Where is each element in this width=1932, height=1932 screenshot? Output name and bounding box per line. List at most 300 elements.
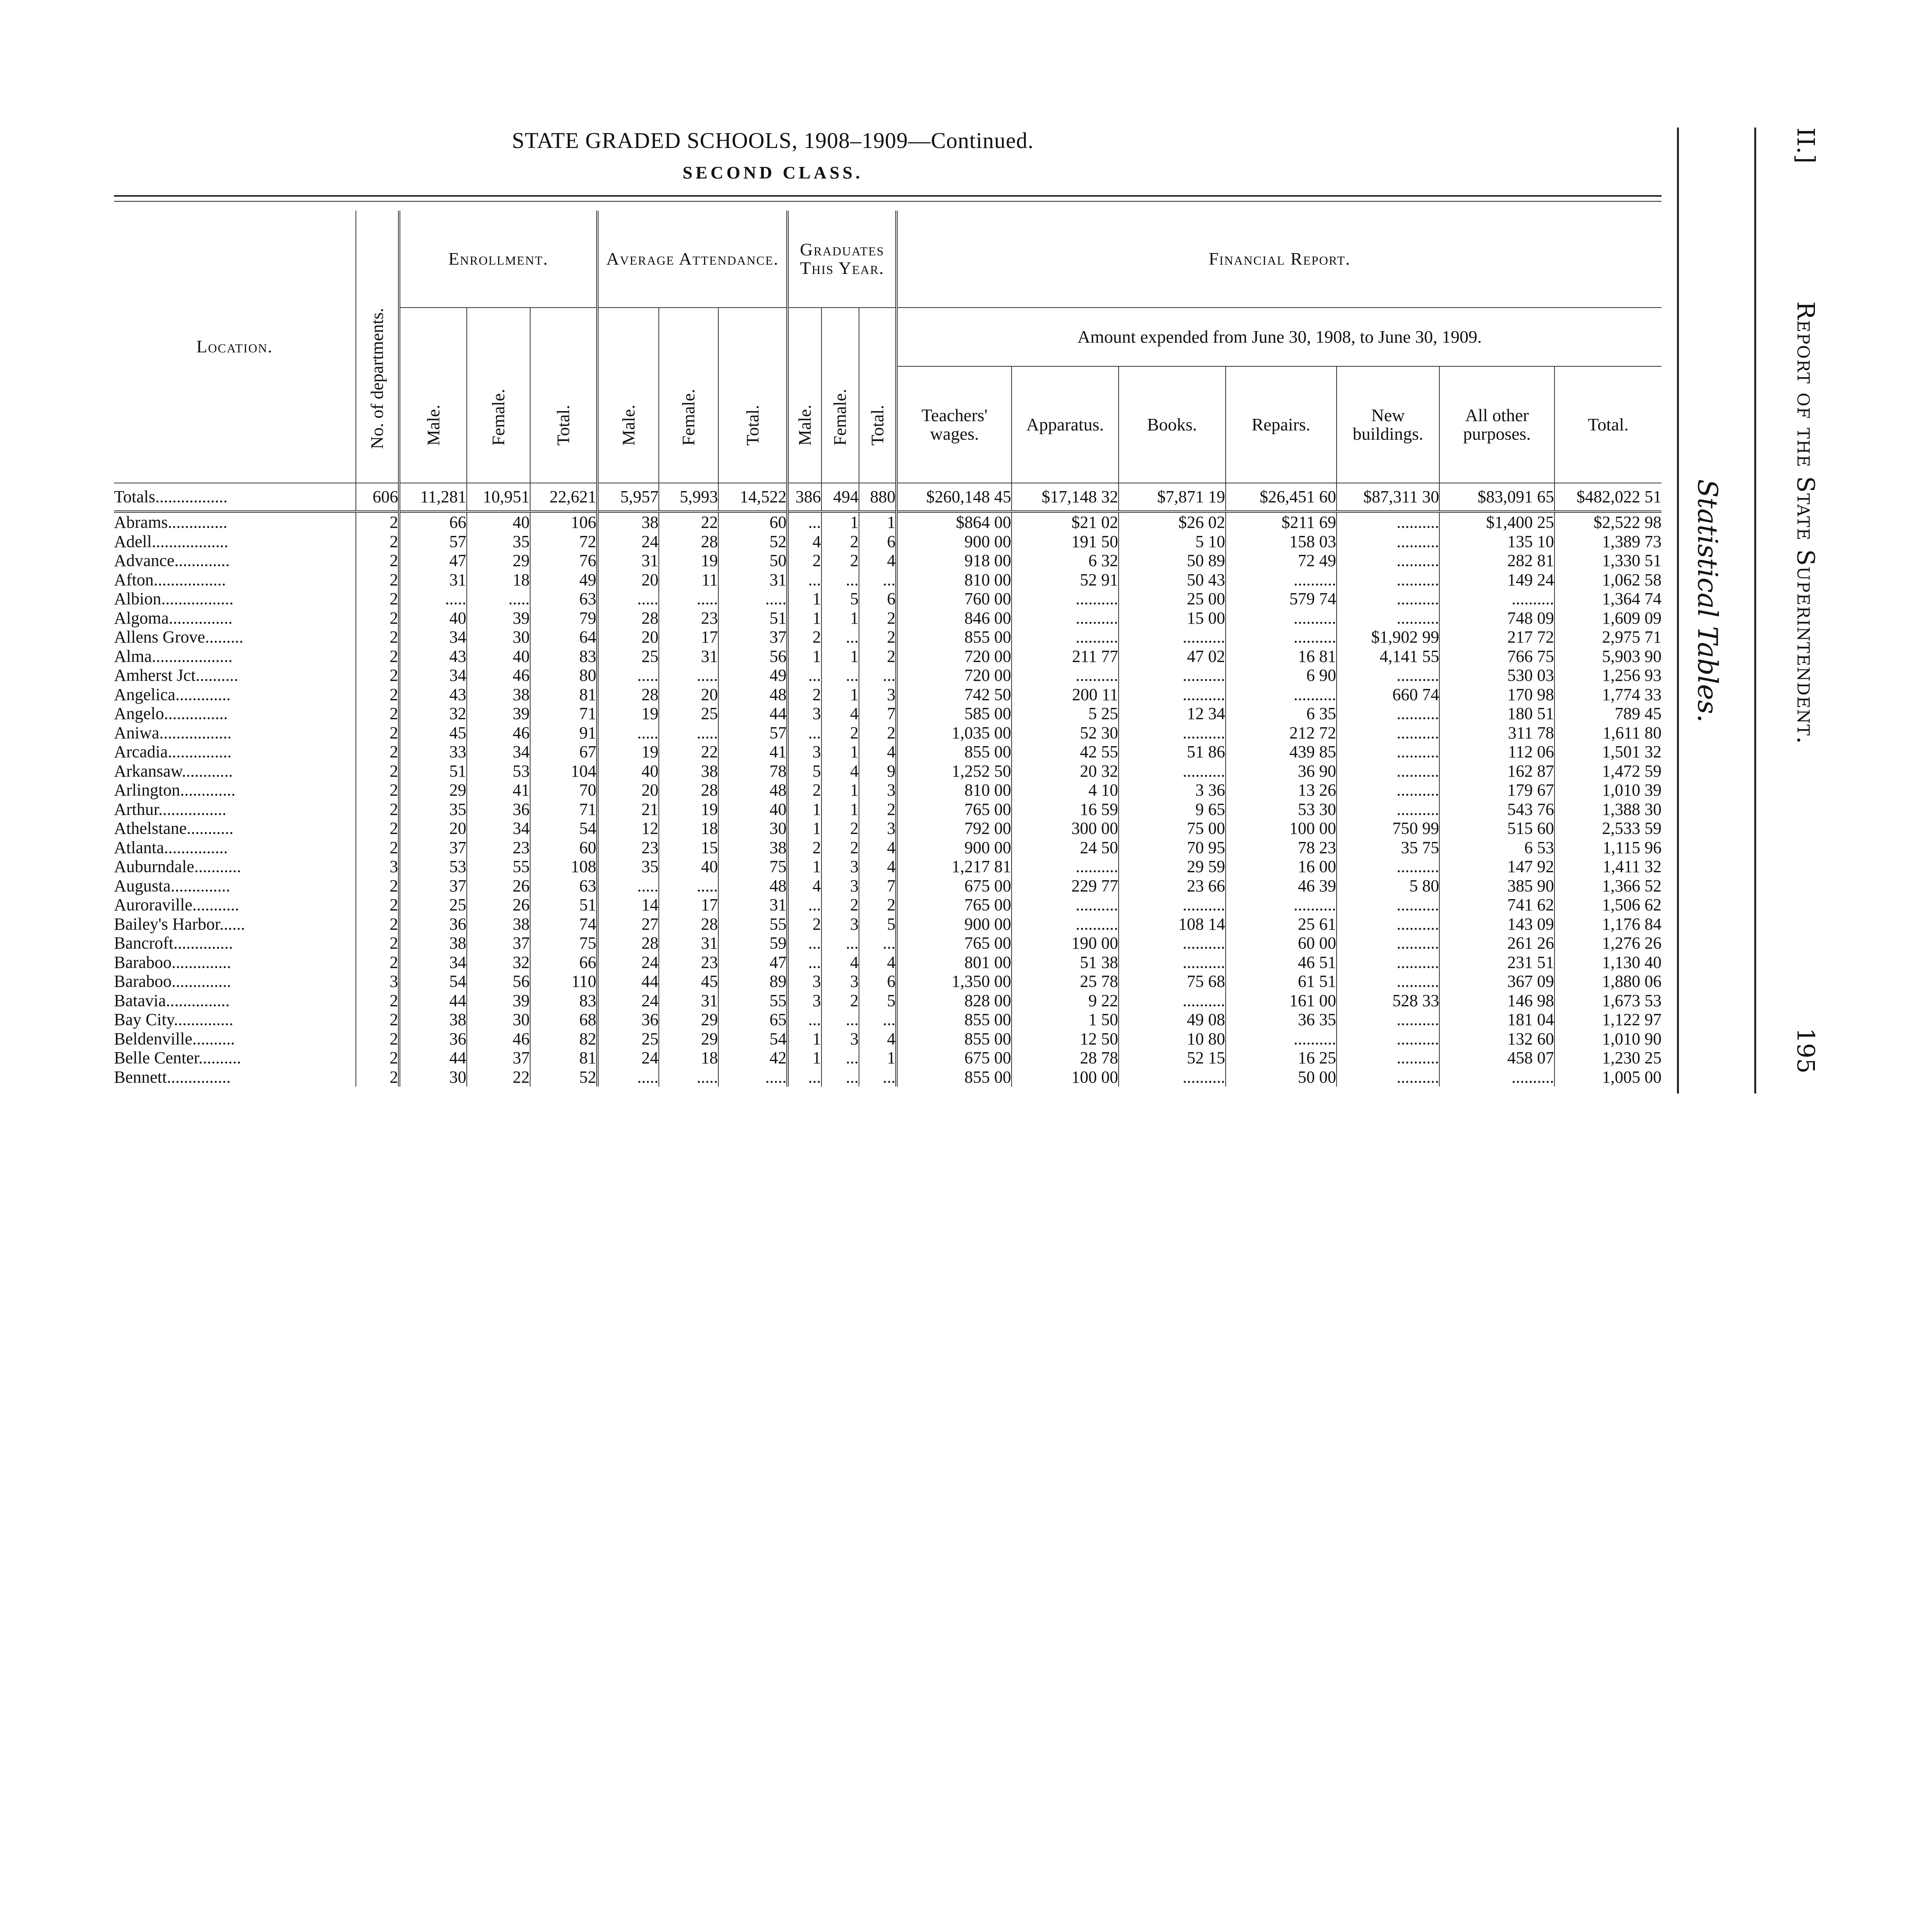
- all-other-cell: ..........: [1439, 1068, 1554, 1087]
- departments-cell: 2: [356, 704, 400, 723]
- all-other-cell: 112 06: [1439, 742, 1554, 762]
- apparatus-cell: 52 91: [1012, 570, 1119, 590]
- departments-cell: 2: [356, 512, 400, 532]
- att-male-cell: 27: [597, 915, 659, 934]
- grad-male-cell: 5: [787, 762, 821, 781]
- grad-female-cell: 1: [821, 647, 859, 666]
- grad-male-cell: 2: [787, 628, 821, 647]
- fin-total-cell: 1,880 06: [1554, 972, 1662, 991]
- enroll-male-cell: 43: [399, 685, 466, 704]
- table-row: [114, 953, 1662, 972]
- books-cell: ..........: [1119, 1068, 1226, 1087]
- departments-cell: 2: [356, 934, 400, 953]
- fin-total-cell: 5,903 90: [1554, 647, 1662, 666]
- repairs-cell: ..........: [1226, 1029, 1337, 1049]
- new-buildings-cell: ..........: [1337, 1010, 1440, 1029]
- new-buildings-cell: ..........: [1337, 1048, 1440, 1068]
- grad-female-cell: 3: [821, 1029, 859, 1049]
- att-total-label: Total.: [742, 405, 762, 446]
- grad-female-cell: 1: [821, 685, 859, 704]
- att-total-cell: 31: [718, 895, 787, 915]
- att-female-cell: 31: [659, 647, 718, 666]
- all-other-cell: 385 90: [1439, 876, 1554, 896]
- repairs-cell: 161 00: [1226, 991, 1337, 1010]
- apparatus-cell: ..........: [1012, 915, 1119, 934]
- repairs-cell: 16 25: [1226, 1048, 1337, 1068]
- att-total-cell: 59: [718, 934, 787, 953]
- repairs-header: Repairs.: [1226, 366, 1337, 483]
- chapter-mark: II.]: [1792, 128, 1820, 163]
- schools-table: [114, 211, 1662, 1087]
- table-row: [114, 876, 1662, 896]
- enroll-male-cell: 44: [399, 991, 466, 1010]
- table-row: [114, 532, 1662, 551]
- teachers-wages-cell: 810 00: [896, 570, 1011, 590]
- all-other-cell: 231 51: [1439, 953, 1554, 972]
- grad-male-cell: 2: [787, 685, 821, 704]
- teachers-wages-cell: 801 00: [896, 953, 1011, 972]
- att-female-cell: 5,993: [659, 483, 718, 512]
- new-buildings-cell: ..........: [1337, 532, 1440, 551]
- att-female-cell: 19: [659, 551, 718, 570]
- teachers-wages-cell: 900 00: [896, 532, 1011, 551]
- grad-total-cell: 880: [859, 483, 896, 512]
- att-male-cell: 20: [597, 570, 659, 590]
- att-female-cell: 40: [659, 857, 718, 876]
- enroll-male-cell: 38: [399, 1010, 466, 1029]
- att-male-cell: 25: [597, 647, 659, 666]
- apparatus-cell: 25 78: [1012, 972, 1119, 991]
- grad-female-cell: 1: [821, 512, 859, 532]
- location-cell: Beldenville..........: [114, 1029, 235, 1048]
- apparatus-cell: 9 22: [1012, 991, 1119, 1010]
- fin-total-cell: 1,611 80: [1554, 723, 1662, 743]
- enroll-male-cell: 57: [399, 532, 466, 551]
- repairs-cell: 25 61: [1226, 915, 1337, 934]
- all-other-cell: 543 76: [1439, 800, 1554, 819]
- teachers-wages-cell: 792 00: [896, 819, 1011, 838]
- grad-total-cell: 4: [859, 551, 896, 570]
- att-female-cell: 23: [659, 953, 718, 972]
- att-male-cell: .....: [597, 666, 659, 685]
- grad-total-cell: 4: [859, 838, 896, 857]
- all-other-cell: 217 72: [1439, 628, 1554, 647]
- teachers-wages-cell: 918 00: [896, 551, 1011, 570]
- apparatus-cell: 20 32: [1012, 762, 1119, 781]
- apparatus-cell: ..........: [1012, 895, 1119, 915]
- att-total-cell: 30: [718, 819, 787, 838]
- grad-male-cell: ...: [787, 723, 821, 743]
- enroll-total-cell: 64: [530, 628, 597, 647]
- grad-total-label: Total.: [867, 405, 887, 446]
- enroll-male-cell: 47: [399, 551, 466, 570]
- books-cell: $7,871 19: [1119, 483, 1226, 512]
- att-total-cell: 47: [718, 953, 787, 972]
- enroll-total-cell: 63: [530, 876, 597, 896]
- apparatus-header: Apparatus.: [1012, 366, 1119, 483]
- books-cell: ..........: [1119, 723, 1226, 743]
- att-female-cell: .....: [659, 723, 718, 743]
- enroll-female-cell: 10,951: [467, 483, 530, 512]
- departments-cell: 2: [356, 1048, 400, 1068]
- enroll-female-cell: 41: [467, 781, 530, 800]
- grad-female-cell: ...: [821, 1010, 859, 1029]
- location-cell: Augusta..............: [114, 876, 230, 895]
- enroll-female-cell: .....: [467, 589, 530, 609]
- grad-female-header: [821, 308, 859, 483]
- att-female-cell: 23: [659, 609, 718, 628]
- books-cell: ..........: [1119, 685, 1226, 704]
- fin-total-cell: $482,022 51: [1554, 483, 1662, 512]
- enroll-total-cell: 71: [530, 800, 597, 819]
- books-cell: 49 08: [1119, 1010, 1226, 1029]
- fin-total-cell: 1,062 58: [1554, 570, 1662, 590]
- enroll-male-cell: 43: [399, 647, 466, 666]
- att-female-cell: 18: [659, 819, 718, 838]
- location-cell: Auroraville...........: [114, 895, 239, 914]
- grad-female-cell: ...: [821, 666, 859, 685]
- repairs-cell: 46 51: [1226, 953, 1337, 972]
- books-cell: ..........: [1119, 666, 1226, 685]
- books-cell: 9 65: [1119, 800, 1226, 819]
- page-number-box: [1793, 1028, 1824, 1932]
- enroll-total-cell: 54: [530, 819, 597, 838]
- all-other-cell: 748 09: [1439, 609, 1554, 628]
- att-total-cell: 52: [718, 532, 787, 551]
- enroll-female-cell: 35: [467, 532, 530, 551]
- table-row: [114, 609, 1662, 628]
- grad-male-header: [787, 308, 821, 483]
- grad-female-cell: 494: [821, 483, 859, 512]
- att-total-cell: 60: [718, 512, 787, 532]
- new-buildings-cell: $1,902 99: [1337, 628, 1440, 647]
- new-buildings-cell: ..........: [1337, 857, 1440, 876]
- enroll-female-cell: 40: [467, 647, 530, 666]
- apparatus-cell: $21 02: [1012, 512, 1119, 532]
- enroll-female-cell: 26: [467, 876, 530, 896]
- grad-male-cell: 3: [787, 972, 821, 991]
- att-total-cell: 54: [718, 1029, 787, 1049]
- new-buildings-cell: 35 75: [1337, 838, 1440, 857]
- grad-total-cell: 1: [859, 512, 896, 532]
- att-male-cell: 24: [597, 953, 659, 972]
- att-male-cell: 20: [597, 781, 659, 800]
- table-row: [114, 1029, 1662, 1049]
- att-total-cell: 48: [718, 876, 787, 896]
- all-other-cell: 143 09: [1439, 915, 1554, 934]
- books-cell: ..........: [1119, 953, 1226, 972]
- apparatus-cell: ..........: [1012, 628, 1119, 647]
- att-total-cell: 38: [718, 838, 787, 857]
- fin-total-cell: 1,472 59: [1554, 762, 1662, 781]
- table-row: [114, 915, 1662, 934]
- enroll-total-cell: 108: [530, 857, 597, 876]
- location-cell: Alma...................: [114, 646, 233, 666]
- grad-total-cell: 4: [859, 742, 896, 762]
- grad-female-cell: 4: [821, 704, 859, 723]
- new-buildings-cell: ..........: [1337, 781, 1440, 800]
- departments-header-label: No. of departments.: [367, 308, 387, 449]
- table-row: [114, 685, 1662, 704]
- all-other-cell: 530 03: [1439, 666, 1554, 685]
- new-buildings-cell: 4,141 55: [1337, 647, 1440, 666]
- att-female-cell: 20: [659, 685, 718, 704]
- departments-cell: 2: [356, 1068, 400, 1087]
- apparatus-cell: 6 32: [1012, 551, 1119, 570]
- att-total-cell: 57: [718, 723, 787, 743]
- teachers-wages-cell: 765 00: [896, 895, 1011, 915]
- new-buildings-cell: ..........: [1337, 1068, 1440, 1087]
- table-row: [114, 570, 1662, 590]
- books-cell: 3 36: [1119, 781, 1226, 800]
- location-cell: Abrams..............: [114, 513, 228, 532]
- att-total-header: [718, 308, 787, 483]
- grad-female-cell: 4: [821, 953, 859, 972]
- att-total-cell: 42: [718, 1048, 787, 1068]
- repairs-cell: 53 30: [1226, 800, 1337, 819]
- location-cell: Albion.................: [114, 589, 234, 608]
- location-cell: Bay City..............: [114, 1010, 233, 1029]
- grad-male-cell: 3: [787, 991, 821, 1010]
- all-other-cell: 766 75: [1439, 647, 1554, 666]
- books-cell: ..........: [1119, 895, 1226, 915]
- att-total-cell: 65: [718, 1010, 787, 1029]
- grad-male-cell: 1: [787, 800, 821, 819]
- grad-male-cell: ...: [787, 895, 821, 915]
- enroll-male-cell: 37: [399, 876, 466, 896]
- books-header: Books.: [1119, 366, 1226, 483]
- grad-female-cell: 3: [821, 972, 859, 991]
- grad-female-cell: 1: [821, 609, 859, 628]
- enroll-total-cell: 52: [530, 1068, 597, 1087]
- grad-total-cell: ...: [859, 934, 896, 953]
- table-row: [114, 647, 1662, 666]
- location-cell: Batavia...............: [114, 991, 230, 1010]
- att-female-cell: 17: [659, 895, 718, 915]
- att-female-cell: 38: [659, 762, 718, 781]
- grad-female-cell: 2: [821, 819, 859, 838]
- teachers-wages-cell: $864 00: [896, 512, 1011, 532]
- fin-total-cell: 1,411 32: [1554, 857, 1662, 876]
- new-buildings-cell: ..........: [1337, 570, 1440, 590]
- att-male-cell: 44: [597, 972, 659, 991]
- departments-cell: 2: [356, 609, 400, 628]
- right-divider-1: [1677, 128, 1679, 1094]
- grad-female-cell: 1: [821, 742, 859, 762]
- financial-report-header: Financial Report.: [896, 211, 1662, 308]
- grad-male-cell: ...: [787, 512, 821, 532]
- enroll-total-cell: 79: [530, 609, 597, 628]
- location-cell: Baraboo..............: [114, 972, 231, 991]
- books-cell: 5 10: [1119, 532, 1226, 551]
- enroll-female-cell: 39: [467, 991, 530, 1010]
- new-buildings-cell: 528 33: [1337, 991, 1440, 1010]
- att-female-cell: 22: [659, 742, 718, 762]
- grad-female-cell: 2: [821, 838, 859, 857]
- departments-cell: 2: [356, 723, 400, 743]
- enroll-female-cell: 55: [467, 857, 530, 876]
- grad-total-cell: ...: [859, 570, 896, 590]
- att-female-cell: 15: [659, 838, 718, 857]
- grad-male-cell: ...: [787, 934, 821, 953]
- grad-female-cell: ...: [821, 1068, 859, 1087]
- att-male-cell: 21: [597, 800, 659, 819]
- departments-cell: 2: [356, 628, 400, 647]
- enroll-male-cell: 38: [399, 934, 466, 953]
- fin-total-cell: 1,673 53: [1554, 991, 1662, 1010]
- repairs-cell: 6 35: [1226, 704, 1337, 723]
- new-buildings-cell: $87,311 30: [1337, 483, 1440, 512]
- enroll-male-label: Male.: [423, 404, 443, 446]
- att-total-cell: 48: [718, 685, 787, 704]
- departments-cell: 2: [356, 551, 400, 570]
- apparatus-cell: ..........: [1012, 609, 1119, 628]
- grad-male-cell: ...: [787, 570, 821, 590]
- enroll-male-cell: 25: [399, 895, 466, 915]
- att-female-cell: 28: [659, 532, 718, 551]
- location-cell: Bailey's Harbor......: [114, 914, 245, 934]
- departments-cell: 2: [356, 742, 400, 762]
- enroll-female-cell: 30: [467, 1010, 530, 1029]
- att-total-cell: 50: [718, 551, 787, 570]
- grad-male-cell: ...: [787, 666, 821, 685]
- grad-female-cell: 3: [821, 915, 859, 934]
- grad-female-cell: ...: [821, 570, 859, 590]
- att-total-cell: 31: [718, 570, 787, 590]
- page-number: 195: [1792, 1028, 1820, 1074]
- grad-female-cell: 2: [821, 991, 859, 1010]
- table-row: [114, 819, 1662, 838]
- att-male-cell: 28: [597, 609, 659, 628]
- books-cell: ..........: [1119, 628, 1226, 647]
- repairs-cell: 78 23: [1226, 838, 1337, 857]
- departments-cell: 2: [356, 532, 400, 551]
- enroll-total-cell: 67: [530, 742, 597, 762]
- books-cell: $26 02: [1119, 512, 1226, 532]
- grad-total-cell: 2: [859, 647, 896, 666]
- location-cell: Algoma...............: [114, 608, 233, 628]
- enroll-male-cell: 29: [399, 781, 466, 800]
- enroll-male-cell: 34: [399, 628, 466, 647]
- grad-male-cell: 2: [787, 551, 821, 570]
- departments-cell: 2: [356, 915, 400, 934]
- att-male-cell: .....: [597, 876, 659, 896]
- top-rule-2: [114, 201, 1662, 202]
- apparatus-cell: 51 38: [1012, 953, 1119, 972]
- grad-male-cell: 2: [787, 915, 821, 934]
- repairs-cell: ..........: [1226, 895, 1337, 915]
- table-row: [114, 934, 1662, 953]
- table-row: [114, 1010, 1662, 1029]
- departments-cell: 2: [356, 666, 400, 685]
- att-male-cell: 38: [597, 512, 659, 532]
- books-cell: 12 34: [1119, 704, 1226, 723]
- enroll-male-cell: 53: [399, 857, 466, 876]
- grad-total-cell: 2: [859, 800, 896, 819]
- all-other-cell: 135 10: [1439, 532, 1554, 551]
- enroll-male-cell: 11,281: [399, 483, 466, 512]
- att-total-cell: 75: [718, 857, 787, 876]
- grad-male-cell: 2: [787, 838, 821, 857]
- apparatus-cell: 190 00: [1012, 934, 1119, 953]
- grad-male-cell: 1: [787, 609, 821, 628]
- repairs-cell: 50 00: [1226, 1068, 1337, 1087]
- grad-male-cell: 3: [787, 742, 821, 762]
- location-cell: Totals.................: [114, 487, 228, 506]
- repairs-cell: ..........: [1226, 609, 1337, 628]
- enroll-total-cell: 104: [530, 762, 597, 781]
- teachers-wages-cell: 855 00: [896, 742, 1011, 762]
- enroll-male-cell: 33: [399, 742, 466, 762]
- enroll-male-cell: 20: [399, 819, 466, 838]
- att-male-cell: .....: [597, 589, 659, 609]
- table-row: [114, 762, 1662, 781]
- departments-cell: 2: [356, 819, 400, 838]
- page-subtitle: SECOND CLASS.: [682, 163, 863, 182]
- departments-cell: 2: [356, 895, 400, 915]
- repairs-cell: 100 00: [1226, 819, 1337, 838]
- fin-total-cell: 1,010 90: [1554, 1029, 1662, 1049]
- grad-total-cell: 5: [859, 991, 896, 1010]
- grad-total-cell: 6: [859, 532, 896, 551]
- enroll-total-cell: 82: [530, 1029, 597, 1049]
- att-total-cell: 55: [718, 915, 787, 934]
- enroll-female-cell: 23: [467, 838, 530, 857]
- att-total-cell: 41: [718, 742, 787, 762]
- enroll-female-header: [467, 308, 530, 483]
- grad-female-cell: 5: [821, 589, 859, 609]
- grad-total-cell: 2: [859, 628, 896, 647]
- all-other-cell: 515 60: [1439, 819, 1554, 838]
- enroll-female-cell: 56: [467, 972, 530, 991]
- location-cell: Angelica.............: [114, 685, 231, 704]
- location-cell: Belle Center..........: [114, 1048, 241, 1067]
- enroll-male-cell: 51: [399, 762, 466, 781]
- enroll-female-label: Female.: [488, 389, 508, 446]
- att-male-cell: 24: [597, 991, 659, 1010]
- att-total-cell: .....: [718, 1068, 787, 1087]
- teachers-wages-cell: 846 00: [896, 609, 1011, 628]
- table-row: [114, 551, 1662, 570]
- teachers-wages-cell: 720 00: [896, 647, 1011, 666]
- enroll-female-cell: 26: [467, 895, 530, 915]
- all-other-cell: 170 98: [1439, 685, 1554, 704]
- location-cell: Arkansaw............: [114, 761, 233, 781]
- new-buildings-cell: ..........: [1337, 666, 1440, 685]
- enroll-male-cell: 30: [399, 1068, 466, 1087]
- att-male-cell: 28: [597, 934, 659, 953]
- fin-total-cell: 1,364 74: [1554, 589, 1662, 609]
- all-other-cell: 741 62: [1439, 895, 1554, 915]
- repairs-cell: $26,451 60: [1226, 483, 1337, 512]
- enroll-total-cell: 60: [530, 838, 597, 857]
- teachers-wages-cell: 675 00: [896, 876, 1011, 896]
- new-buildings-cell: ..........: [1337, 742, 1440, 762]
- enroll-total-cell: 71: [530, 704, 597, 723]
- table-row: [114, 838, 1662, 857]
- att-male-cell: 31: [597, 551, 659, 570]
- grad-total-cell: 9: [859, 762, 896, 781]
- enroll-female-cell: 46: [467, 1029, 530, 1049]
- enroll-male-cell: 54: [399, 972, 466, 991]
- att-female-cell: 29: [659, 1029, 718, 1049]
- att-total-cell: 51: [718, 609, 787, 628]
- repairs-cell: 61 51: [1226, 972, 1337, 991]
- apparatus-cell: 28 78: [1012, 1048, 1119, 1068]
- att-female-cell: 31: [659, 991, 718, 1010]
- grad-female-cell: ...: [821, 934, 859, 953]
- teachers-wages-header: Teachers' wages.: [896, 366, 1011, 483]
